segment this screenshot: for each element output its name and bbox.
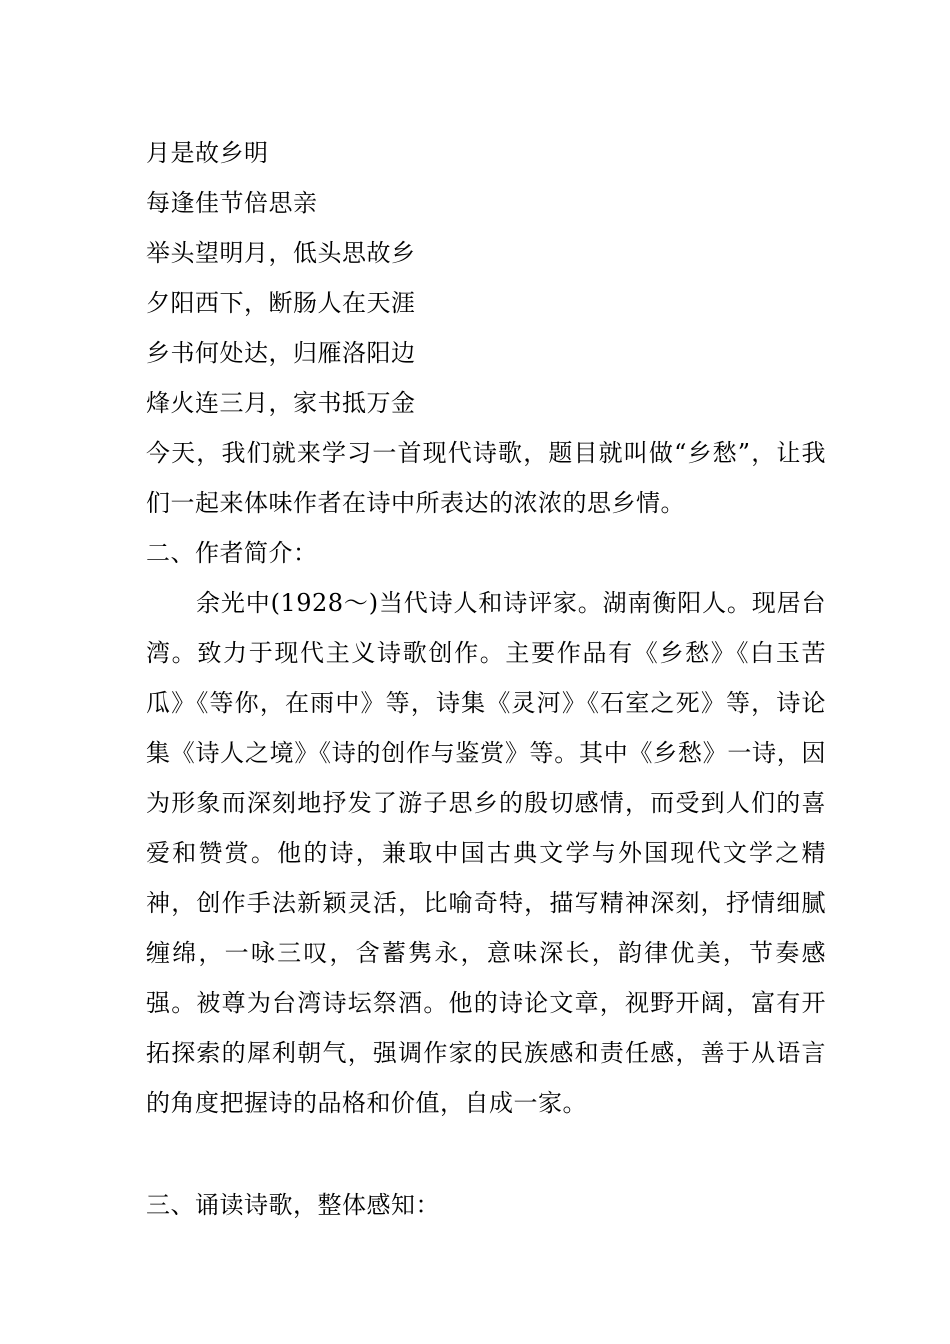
poem-line: 举头望明月，低头思故乡 [146,239,416,267]
section-heading-reading: 三、诵读诗歌，整体感知： [146,1191,440,1219]
spacer [146,1128,826,1180]
poem-line: 月是故乡明 [146,139,269,167]
poem-line: 夕阳西下，断肠人在天涯 [146,289,416,317]
poem-line: 每逢佳节倍思亲 [146,189,318,217]
poem-line: 乡书何处达，归雁洛阳边 [146,339,416,367]
section-heading-author: 二、作者简介： [146,539,318,567]
document-page [146,128,826,1230]
author-bio-paragraph: 余光中(1928～)当代诗人和诗评家。湖南衡阳人。现居台湾。致力于现代主义诗歌创作。主要作品有《乡愁》《白玉苦瓜》《等你，在雨中》等，诗集《灵河》《石室之死》等，诗论集《诗人之境》《诗的创作与鉴赏》等。其中《乡愁》一诗，因为形象而深刻地抒发了游子思乡的殷切感情，而受到人们的喜爱和赞赏。他的诗，兼取中国古典文学与外国现代文学之精神，创作手法新颖灵活，比喻奇特，描写精神深刻，抒情细腻缠绵，一咏三叹，含蓄隽永，意味深长，韵律优美，节奏感强。被尊为台湾诗坛祭酒。他的诗论文章，视野开阔，富有开拓探索的犀利朝气，强调作家的民族感和责任感，善于从语言的角度把握诗的品格和价值，自成一家。 [146,589,826,1117]
intro-paragraph: 今天，我们就来学习一首现代诗歌，题目就叫做“乡愁”，让我们一起来体味作者在诗中所表达的浓浓的思乡情。 [146,439,826,517]
poem-line: 烽火连三月，家书抵万金 [146,389,416,417]
